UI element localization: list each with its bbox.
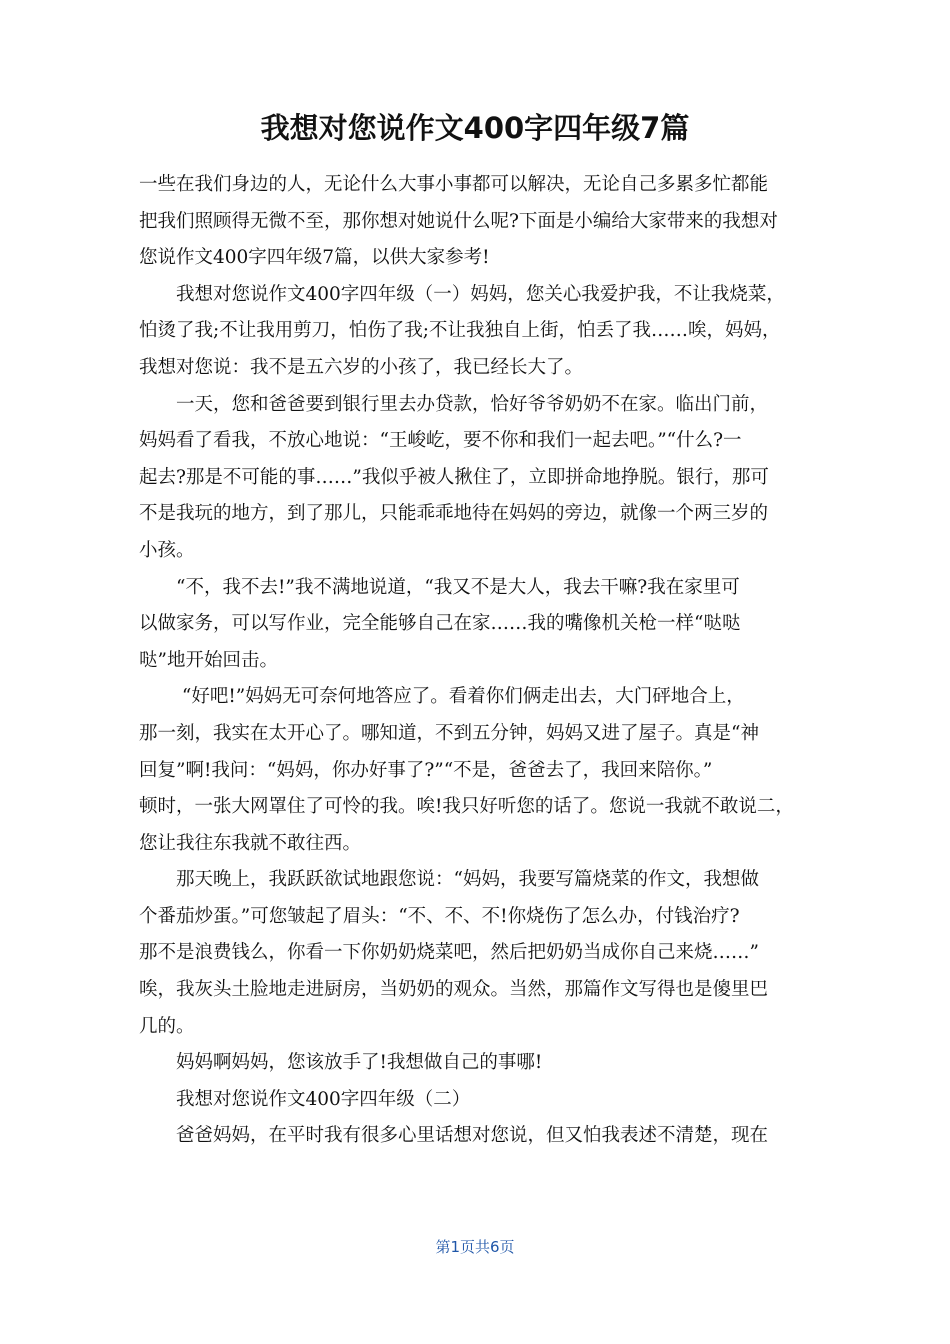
text-line: 妈妈啊妈妈，您该放手了!我想做自己的事哪! [139, 1052, 543, 1074]
text-line: 顿时，一张大网罩住了可怜的我。唉!我只好听您的话了。您说一我就不敢说二， [139, 796, 794, 818]
text-line: “好吧!”妈妈无可奈何地答应了。看着你们俩走出去，大门砰地合上， [139, 686, 745, 708]
text-line: 把我们照顾得无微不至，那你想对她说什么呢?下面是小编给大家带来的我想对 [139, 210, 778, 232]
text-line: 哒”地开始回击。 [139, 649, 278, 671]
text-line: “不，我不去!”我不满地说道，“我又不是大人，我去干嘛?我在家里可 [139, 576, 740, 598]
text-line: 几的。 [139, 1015, 195, 1037]
text-line: 以做家务，可以写作业，完全能够自己在家……我的嘴像机关枪一样“哒哒 [139, 613, 741, 635]
text-line: 我想对您说作文400字四年级（一）妈妈，您关心我爱护我，不让我烧菜， [139, 283, 785, 305]
text-line: 个番茄炒蛋。”可您皱起了眉头：“不、不、不!你烧伤了怎么办，付钱治疗? [139, 905, 740, 927]
page-title: 我想对您说作文400字四年级7篇 [260, 111, 690, 145]
text-line: 您说作文400字四年级7篇，以供大家参考! [139, 247, 490, 269]
text-line: 我想对您说作文400字四年级（二） [139, 1088, 471, 1110]
text-line: 爸爸妈妈，在平时我有很多心里话想对您说，但又怕我表述不清楚，现在 [139, 1125, 769, 1147]
text-line: 我想对您说：我不是五六岁的小孩了，我已经长大了。 [139, 356, 584, 378]
text-line: 小孩。 [139, 539, 195, 561]
text-line: 怕烫了我;不让我用剪刀，怕伤了我;不让我独自上街，怕丢了我……唉，妈妈， [139, 320, 781, 342]
text-line: 那一刻，我实在太开心了。哪知道，不到五分钟，妈妈又进了屋子。真是“神 [139, 722, 759, 744]
text-line: 唉，我灰头土脸地走进厨房，当奶奶的观众。当然，那篇作文写得也是傻里巴 [139, 979, 769, 1001]
text-line: 您让我往东我就不敢往西。 [139, 832, 362, 854]
text-line: 起去?那是不可能的事……”我似乎被人揪住了，立即拼命地挣脱。银行，那可 [139, 466, 769, 488]
text-line: 不是我玩的地方，到了那儿，只能乖乖地待在妈妈的旁边，就像一个两三岁的 [139, 503, 769, 525]
text-line: 那天晚上，我跃跃欲试地跟您说：“妈妈，我要写篇烧菜的作文，我想做 [139, 869, 759, 891]
text-line: 妈妈看了看我，不放心地说：“王峻屹，要不你和我们一起去吧。”“什么?一 [139, 430, 742, 452]
text-line: 回复”啊!我问：“妈妈，你办好事了?”“不是，爸爸去了，我回来陪你。” [139, 759, 713, 781]
document-body [139, 167, 811, 1155]
text-line: 那不是浪费钱么，你看一下你奶奶烧菜吧，然后把奶奶当成你自己来烧……” [139, 942, 759, 964]
text-line: 一天，您和爸爸要到银行里去办贷款，恰好爷爷奶奶不在家。临出门前， [139, 393, 769, 415]
page-number-footer: 第1页共6页 [435, 1238, 515, 1256]
text-line: 一些在我们身边的人，无论什么大事小事都可以解决，无论自己多累多忙都能 [139, 174, 769, 195]
